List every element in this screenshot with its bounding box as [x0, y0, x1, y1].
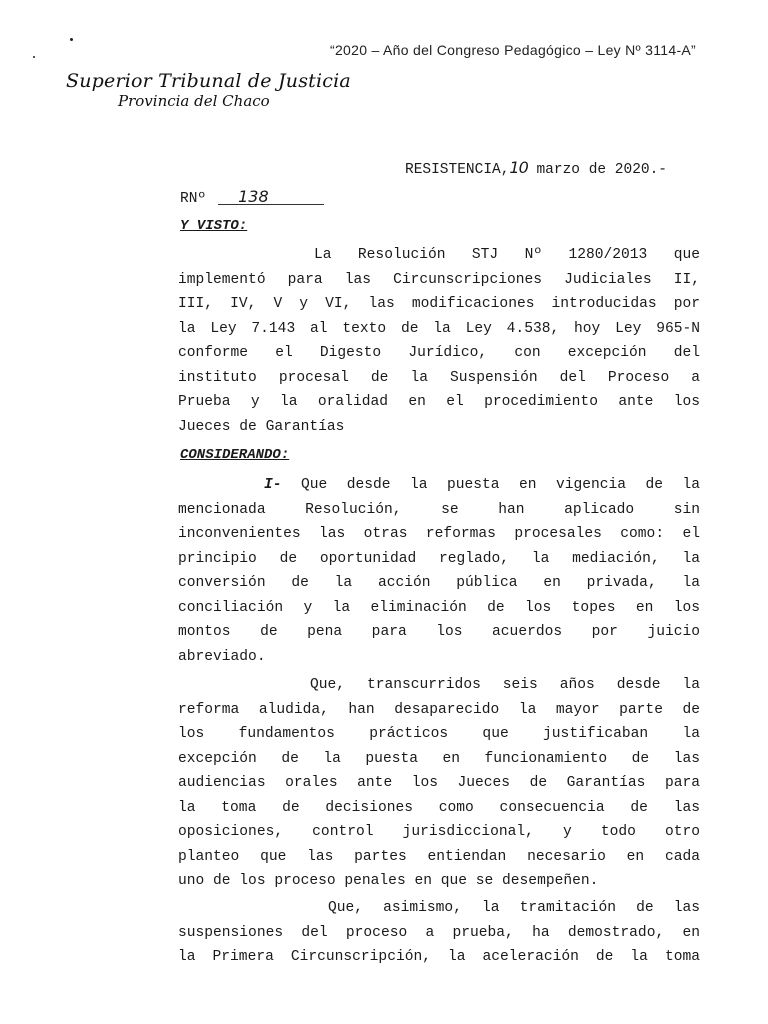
- considerando-paragraph-1: [178, 473, 700, 669]
- scan-speck: [70, 38, 73, 41]
- paragraph-line: abreviado.: [178, 648, 266, 665]
- paragraph-line: inconvenientes las otras reformas procesales como: el: [178, 526, 700, 542]
- paragraph-line: conforme el Digesto Jurídico, con excepción del: [178, 345, 700, 361]
- paragraph-line: I- Que desde la puesta en vigencia de la: [264, 477, 700, 493]
- paragraph-line: instituto procesal de la Suspensión del Proceso a: [178, 369, 700, 386]
- paragraph-line: reforma aludida, han desaparecido la mayor parte de: [178, 701, 700, 718]
- date-city: RESISTENCIA,: [405, 162, 510, 178]
- considerando-paragraph-2: [178, 673, 700, 894]
- paragraph-line: audiencias orales ante los Jueces de Garantías para: [178, 775, 700, 791]
- paragraph-line: conversión de la acción pública en privada, la: [178, 575, 700, 591]
- date-line: [405, 158, 667, 178]
- paragraph-line: Jueces de Garantías: [178, 418, 345, 435]
- paragraph-line: oposiciones, control jurisdiccional, y todo otro: [178, 824, 700, 840]
- paragraph-line: La Resolución STJ Nº 1280/2013 que: [314, 247, 700, 263]
- paragraph-line: excepción de la puesta en funcionamiento de las: [178, 750, 700, 767]
- paragraph-line: montos de pena para los acuerdos por juicio: [178, 624, 700, 640]
- paragraph-line: la toma de decisiones como consecuencia de las: [178, 799, 700, 816]
- year-motto: “2020 – Año del Congreso Pedagógico – Ley Nº 3114-A”: [330, 42, 697, 58]
- section-numeral: I-: [264, 477, 282, 493]
- paragraph-line: planteo que las partes entiendan necesario en cada: [178, 848, 700, 865]
- considerando-paragraph-3: [178, 896, 700, 970]
- paragraph-line: implementó para las Circunscripciones Judiciales II,: [178, 271, 700, 288]
- paragraph-line: mencionada Resolución, se han aplicado sin: [178, 501, 700, 518]
- visto-paragraph: [178, 243, 700, 439]
- scan-speck: [33, 56, 35, 58]
- paragraph-line: Que, transcurridos seis años desde la: [310, 677, 700, 693]
- paragraph-line: Prueba y la oralidad en el procedimiento ante los: [178, 394, 700, 410]
- paragraph-line: III, IV, V y VI, las modificaciones introducidas por: [178, 296, 700, 312]
- paragraph-line: uno de los proceso penales en que se desempeñen.: [178, 873, 599, 889]
- paragraph-line: los fundamentos prácticos que justificaban la: [178, 726, 700, 742]
- considerando-heading: CONSIDERANDO:: [180, 447, 290, 463]
- paragraph-line: la Ley 7.143 al texto de la Ley 4.538, hoy Ley 965-N: [178, 320, 700, 337]
- date-day: 10: [509, 158, 528, 177]
- province-name: Provincia del Chaco: [118, 92, 270, 110]
- paragraph-line: principio de oportunidad reglado, la mediación, la: [178, 550, 700, 567]
- paragraph-line: conciliación y la eliminación de los topes en los: [178, 599, 700, 616]
- paragraph-line: Que, asimismo, la tramitación de las: [328, 900, 700, 916]
- visto-heading: Y VISTO:: [180, 218, 248, 234]
- resolution-label: RNº: [180, 191, 207, 207]
- paragraph-line: la Primera Circunscripción, la aceleración de la toma: [178, 949, 700, 965]
- paragraph-line: suspensiones del proceso a prueba, ha demostrado, en: [178, 924, 700, 941]
- resolution-number: 138: [218, 190, 324, 205]
- court-name: Superior Tribunal de Justicia: [66, 70, 351, 92]
- resolution-number-line: [180, 187, 324, 207]
- date-rest: marzo de 2020.-: [527, 162, 668, 178]
